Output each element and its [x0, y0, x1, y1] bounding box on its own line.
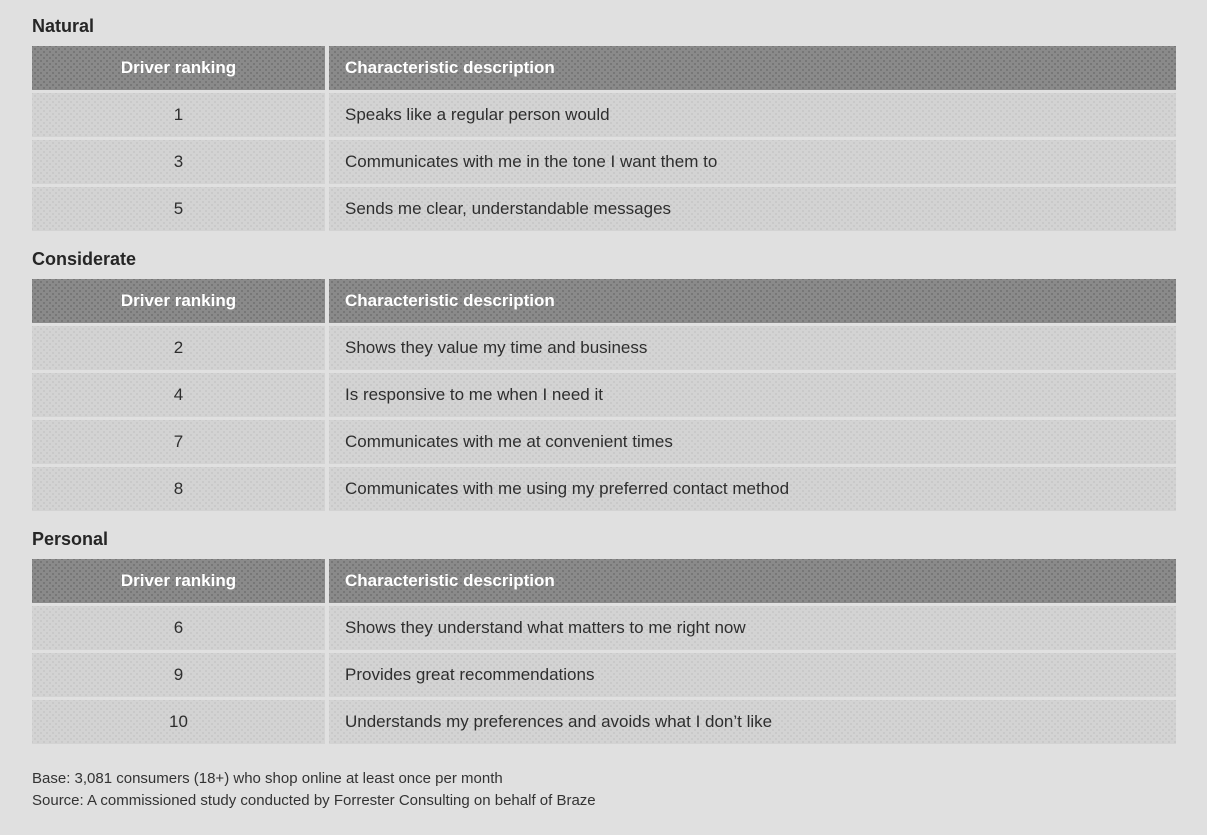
table-header-row	[32, 559, 1176, 603]
ranking-table	[32, 46, 1176, 231]
section-title: Personal	[32, 529, 109, 549]
cell-rank: 7	[32, 420, 325, 464]
cell-rank: 6	[32, 606, 325, 650]
table-row	[32, 93, 1176, 137]
header-cell-characteristic-description: Characteristic description	[329, 279, 1176, 323]
cell-rank: 10	[32, 700, 325, 744]
table-row	[32, 420, 1176, 464]
ranking-table	[32, 279, 1176, 511]
cell-description: Is responsive to me when I need it	[329, 373, 1176, 417]
cell-rank: 5	[32, 187, 325, 231]
section-title: Natural	[32, 16, 95, 36]
table-row	[32, 187, 1176, 231]
table-row	[32, 606, 1176, 650]
section-personal	[32, 529, 1176, 744]
ranking-table	[32, 559, 1176, 744]
table-row	[32, 467, 1176, 511]
footnote-source: Source: A commissioned study conducted by Forrester Consulting on behalf of Braze	[32, 792, 596, 809]
cell-rank: 8	[32, 467, 325, 511]
table-row	[32, 373, 1176, 417]
cell-description: Understands my preferences and avoids what I don’t like	[329, 700, 1176, 744]
cell-description: Sends me clear, understandable messages	[329, 187, 1176, 231]
cell-description: Shows they understand what matters to me right now	[329, 606, 1176, 650]
header-cell-driver-ranking: Driver ranking	[32, 559, 325, 603]
header-cell-characteristic-description: Characteristic description	[329, 46, 1176, 90]
cell-description: Communicates with me at convenient times	[329, 420, 1176, 464]
table-row	[32, 653, 1176, 697]
table-header-row	[32, 279, 1176, 323]
cell-description: Communicates with me using my preferred contact method	[329, 467, 1176, 511]
cell-rank: 1	[32, 93, 325, 137]
cell-description: Shows they value my time and business	[329, 326, 1176, 370]
cell-description: Communicates with me in the tone I want them to	[329, 140, 1176, 184]
table-row	[32, 326, 1176, 370]
header-cell-driver-ranking: Driver ranking	[32, 46, 325, 90]
section-natural	[32, 16, 1176, 231]
footnote-base: Base: 3,081 consumers (18+) who shop online at least once per month	[32, 770, 503, 787]
cell-description: Provides great recommendations	[329, 653, 1176, 697]
cell-rank: 4	[32, 373, 325, 417]
cell-rank: 2	[32, 326, 325, 370]
table-header-row	[32, 46, 1176, 90]
cell-rank: 3	[32, 140, 325, 184]
cell-rank: 9	[32, 653, 325, 697]
section-title: Considerate	[32, 249, 137, 269]
table-row	[32, 140, 1176, 184]
section-considerate	[32, 249, 1176, 511]
footnotes	[32, 768, 1176, 812]
header-cell-driver-ranking: Driver ranking	[32, 279, 325, 323]
header-cell-characteristic-description: Characteristic description	[329, 559, 1176, 603]
cell-description: Speaks like a regular person would	[329, 93, 1176, 137]
table-row	[32, 700, 1176, 744]
